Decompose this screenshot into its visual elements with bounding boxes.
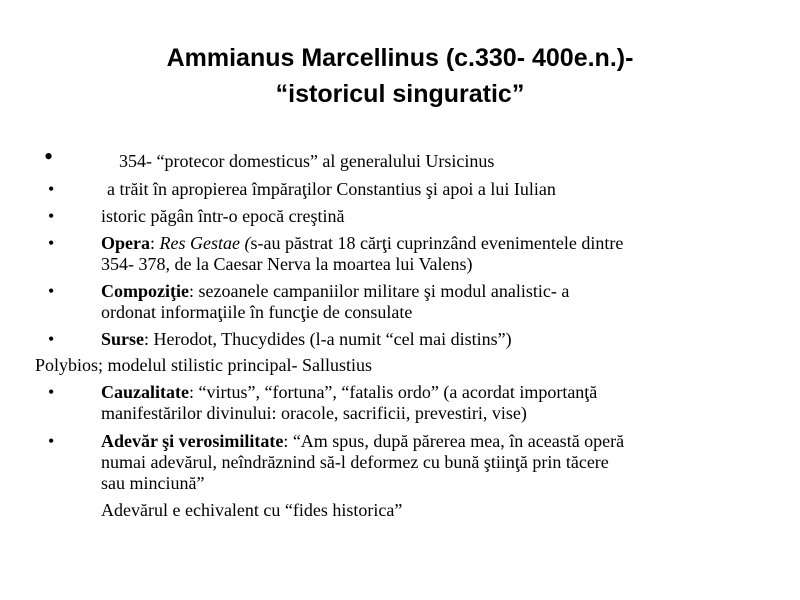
slide-title-line-2: “istoricul singuratic” [275, 80, 525, 108]
list-item-text: istoric păgân într-o epocă creştină [101, 206, 345, 226]
list-item-text: Polybios; modelul stilistic principal- Sallustius [35, 355, 372, 375]
bullet-icon: • [48, 431, 55, 451]
list-item-opera [101, 233, 781, 275]
list-item-line-2: numai adevărul, neîndrăznind să-l deformez cu bună ştiinţă prin tăcere [101, 452, 609, 472]
list-item-line-2: manifestărilor divinului: oracole, sacrificii, prevestiri, vise) [101, 403, 527, 423]
list-item-emperors [107, 179, 556, 200]
bullet-icon: • [48, 206, 55, 226]
bullet-icon: • [48, 329, 55, 349]
slide-title [0, 40, 800, 112]
bullet-icon: • [44, 142, 54, 171]
list-item-protector [119, 151, 494, 172]
list-item-line-1: : “virtus”, “fortuna”, “fatalis ordo” (a acordat importanţă [188, 382, 598, 402]
list-item-text: 354- “protecor domesticus” al generalului Ursicinus [119, 151, 495, 171]
bullet-icon: • [48, 233, 55, 253]
list-item-line-2: 354- 378, de la Caesar Nerva la moartea lui Valens) [101, 254, 473, 274]
list-item-compozitie [101, 281, 781, 323]
bullet-icon: • [48, 382, 55, 402]
list-item-line-3: sau minciună” [101, 473, 205, 493]
list-item-polybios [35, 355, 372, 376]
list-item-line-1: : Herodot, Thucydides (l-a numit “cel mai distins”) [144, 329, 512, 349]
list-item-surse [101, 329, 781, 350]
list-item-text: a trăit în apropierea împăraţilor Constantius şi apoi a lui Iulian [107, 179, 556, 199]
list-item-label: Compoziţie [101, 281, 189, 301]
bullet-icon: • [48, 179, 55, 199]
list-item-pagan-historian [101, 206, 345, 227]
list-item-line-1: : “Am spus, după părerea mea, în această operă [283, 431, 625, 451]
list-item-label: Cauzalitate [101, 382, 189, 402]
slide-title-line-1: Ammianus Marcellinus (c.330- 400e.n.)- [166, 44, 634, 72]
list-item-cauzalitate [101, 382, 781, 424]
list-item-label: Surse [101, 329, 145, 349]
list-item-line-1: s-au păstrat 18 cărţi cuprinzând evenimentele dintre [250, 233, 624, 253]
list-item-separator: : [150, 233, 160, 253]
list-item-fides-historica [101, 500, 402, 521]
list-item-adevar [101, 431, 791, 494]
list-item-text: Adevărul e echivalent cu “fides historica” [101, 500, 403, 520]
list-item-label: Opera [101, 233, 150, 253]
bullet-icon: • [48, 281, 55, 301]
list-item-line-1: : sezoanele campaniilor militare şi modul analistic- a [188, 281, 570, 301]
list-item-label: Adevăr şi verosimilitate [101, 431, 284, 451]
list-item-line-2: ordonat informaţiile în funcţie de consulate [101, 302, 413, 322]
list-item-italic: Res Gestae ( [159, 233, 251, 253]
